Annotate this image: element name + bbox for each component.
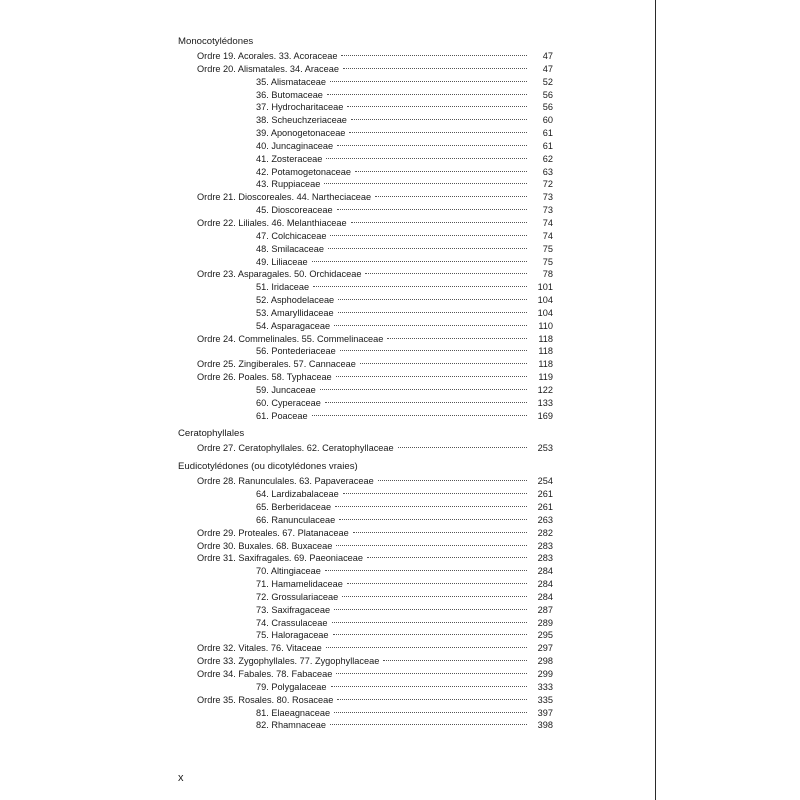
order-label: Ordre 35. Rosales. 80. Rosaceae [197,694,334,705]
page-ref: 61 [542,140,553,151]
section-heading: Ceratophyllales [178,428,245,440]
toc-entry [178,50,553,63]
toc-entry [178,140,553,153]
page-ref: 289 [537,617,553,628]
order-label: Ordre 29. Proteales. 67. Platanaceae [197,527,349,538]
family-label: 47. Colchicaceae [256,230,327,241]
page-ref: 133 [537,397,553,408]
family-label: 49. Liliaceae [256,256,308,267]
family-label: 64. Lardizabalaceae [256,489,339,500]
toc-entry [178,655,553,668]
toc-entry [178,397,553,410]
dot-leader [324,183,527,184]
family-label: 82. Rhamnaceae [256,720,326,731]
dot-leader [331,686,528,687]
page-ref: 261 [537,502,553,512]
dot-leader [325,402,527,403]
family-label: 43. Ruppiaceae [256,179,321,190]
page-ref: 284 [537,591,553,602]
order-label: Ordre 34. Fabales. 78. Fabaceae [197,668,333,679]
toc-entry [178,578,553,591]
dot-leader [326,647,527,648]
dot-leader [334,712,527,713]
toc-entry [178,243,553,256]
page-edge-divider [655,0,656,800]
dot-leader [337,145,527,146]
order-label: Ordre 23. Asparagales. 50. Orchidaceae [197,269,362,280]
dot-leader [330,724,527,725]
family-label: 56. Pontederiaceae [256,346,336,357]
toc-entry [178,501,553,514]
dot-leader [340,350,527,351]
dot-leader [336,376,527,377]
dot-leader [365,273,527,274]
page-ref: 61 [542,128,553,139]
dot-leader [327,94,527,95]
family-label: 35. Alismataceae [256,76,326,87]
toc-entry [178,256,553,269]
toc-entry [178,707,553,720]
toc-entry [178,76,553,89]
page-ref: 74 [542,217,553,228]
toc-entry [178,591,553,604]
family-label: 45. Dioscoreaceae [256,205,333,216]
page-ref: 60 [542,115,553,126]
page-ref: 263 [537,514,553,525]
toc-entry [178,230,553,243]
dot-leader [398,447,527,448]
family-label: 38. Scheuchzeriaceae [256,115,347,126]
family-label: 36. Butomaceae [256,89,323,100]
toc-entry [178,320,553,333]
toc-entry [178,488,553,501]
family-label: 65. Berberidaceae [256,502,332,512]
order-label: Ordre 33. Zygophyllales. 77. Zygophyllaceae [197,656,380,667]
dot-leader [312,261,527,262]
page-ref: 101 [537,282,553,293]
page-number: x [178,772,184,784]
toc-entry [178,89,553,102]
dot-leader [336,673,527,674]
toc-entry [178,281,553,294]
toc-entry [178,371,553,384]
dot-leader [347,583,527,584]
page-ref: 283 [537,553,553,564]
family-label: 60. Cyperaceae [256,397,321,408]
toc-entry [178,642,553,655]
page-ref: 122 [537,384,553,395]
table-of-contents [178,34,553,732]
page-ref: 169 [537,410,553,421]
page-ref: 62 [542,153,553,164]
order-label: Ordre 25. Zingiberales. 57. Cannaceae [197,359,356,370]
toc-entry [178,268,553,281]
dot-leader [367,557,527,558]
page-ref: 74 [542,230,553,241]
family-label: 39. Aponogetonaceae [256,128,346,139]
dot-leader [313,286,527,287]
toc-entry [178,384,553,397]
page-ref: 75 [542,256,553,267]
dot-leader [325,570,527,571]
page-ref: 52 [542,76,553,87]
page-ref: 297 [537,643,553,654]
dot-leader [332,622,528,623]
page-ref: 75 [542,243,553,254]
page-ref: 398 [537,720,553,731]
family-label: 53. Amaryllidaceae [256,307,334,318]
dot-leader [334,325,527,326]
family-label: 66. Ranunculaceae [256,514,336,525]
page-ref: 335 [537,694,553,705]
order-label: Ordre 27. Ceratophyllales. 62. Ceratophyllaceae [197,443,394,454]
page-ref: 299 [537,668,553,679]
toc-entry [178,178,553,191]
page-ref: 73 [542,192,553,203]
page-ref: 47 [542,51,553,61]
toc-entry [178,540,553,553]
page-ref: 397 [537,707,553,718]
dot-leader [336,545,527,546]
toc-entry [178,565,553,578]
dot-leader [387,338,527,339]
toc-entry [178,101,553,114]
page-ref: 284 [537,566,553,577]
family-label: 59. Juncaceae [256,384,316,395]
page-ref: 298 [537,656,553,667]
dot-leader [347,106,527,107]
toc-entry [178,552,553,565]
toc-entry [178,358,553,371]
family-label: 75. Haloragaceae [256,630,329,641]
dot-leader [360,363,527,364]
page-ref: 119 [538,372,553,383]
toc-entry [178,629,553,642]
page-ref: 253 [537,443,553,454]
dot-leader [338,312,527,313]
page-ref: 47 [542,63,553,74]
toc-entry [178,527,553,540]
order-label: Ordre 28. Ranunculales. 63. Papaveraceae [197,476,374,487]
page-ref: 284 [537,579,553,590]
toc-entry [178,345,553,358]
page-ref: 104 [537,307,553,318]
toc-entry [178,204,553,217]
order-label: Ordre 21. Dioscoreales. 44. Nartheciaceae [197,192,372,203]
page-ref: 78 [542,269,553,280]
dot-leader [334,609,527,610]
page-ref: 56 [542,102,553,113]
family-label: 74. Crassulaceae [256,617,328,628]
order-label: Ordre 32. Vitales. 76. Vitaceae [197,643,322,654]
family-label: 72. Grossulariaceae [256,591,339,602]
dot-leader [335,506,527,507]
page-ref: 118 [538,359,553,370]
dot-leader [320,389,527,390]
order-label: Ordre 31. Saxifragales. 69. Paeoniaceae [197,553,363,564]
toc-entry [178,681,553,694]
family-label: 79. Polygalaceae [256,681,327,692]
family-label: 73. Saxifragaceae [256,604,331,615]
toc-entry [178,694,553,707]
page-ref: 56 [542,89,553,100]
toc-entry [178,410,553,423]
page-ref: 73 [542,205,553,216]
toc-entry [178,719,553,732]
dot-leader [339,519,527,520]
family-label: 54. Asparagaceae [256,320,331,331]
dot-leader [333,634,527,635]
toc-entry [178,166,553,179]
toc-entry [178,127,553,140]
dot-leader [328,248,527,249]
toc-entry [178,514,553,527]
dot-leader [326,158,527,159]
family-label: 41. Zosteraceae [256,153,323,164]
family-label: 52. Asphodelaceae [256,295,335,306]
page-ref: 72 [542,179,553,190]
dot-leader [375,196,527,197]
dot-leader [351,119,527,120]
toc-entry [178,442,553,455]
dot-leader [338,299,527,300]
family-label: 81. Elaeagnaceae [256,707,331,718]
page-ref: 63 [542,166,553,177]
family-label: 71. Hamamelidaceae [256,579,343,590]
page-ref: 333 [537,681,553,692]
order-label: Ordre 26. Poales. 58. Typhaceae [197,372,332,383]
family-label: 51. Iridaceae [256,282,310,293]
dot-leader [330,81,527,82]
family-label: 70. Altingiaceae [256,566,321,577]
dot-leader [355,171,527,172]
toc-entry [178,153,553,166]
page-ref: 283 [537,540,553,551]
toc-entry [178,668,553,681]
dot-leader [349,132,527,133]
page-ref: 287 [537,604,553,615]
page-ref: 118 [538,333,553,344]
order-label: Ordre 24. Commelinales. 55. Commelinaceae [197,333,384,344]
dot-leader [353,532,527,533]
dot-leader [342,596,527,597]
toc-entry [178,294,553,307]
dot-leader [343,68,527,69]
page-ref: 261 [537,489,553,500]
family-label: 42. Potamogetonaceae [256,166,352,177]
dot-leader [337,209,527,210]
order-label: Ordre 20. Alismatales. 34. Araceae [197,63,339,74]
dot-leader [312,415,527,416]
dot-leader [343,493,527,494]
toc-entry [178,63,553,76]
toc-entry [178,617,553,630]
section-heading: Monocotylédones [178,36,254,47]
page-ref: 282 [537,527,553,538]
family-label: 48. Smilacaceae [256,243,324,254]
page-ref: 254 [537,476,553,487]
dot-leader [337,699,527,700]
dot-leader [378,480,527,481]
dot-leader [351,222,527,223]
dot-leader [383,660,527,661]
dot-leader [341,55,527,56]
page-ref: 110 [538,320,553,331]
dot-leader [330,235,527,236]
toc-entry [178,333,553,346]
toc-entry [178,217,553,230]
page-ref: 104 [537,295,553,306]
toc-entry [178,114,553,127]
page-ref: 295 [537,630,553,641]
family-label: 37. Hydrocharitaceae [256,102,344,113]
order-label: Ordre 22. Liliales. 46. Melanthiaceae [197,217,347,228]
order-label: Ordre 19. Acorales. 33. Acoraceae [197,51,338,61]
toc-entry [178,307,553,320]
section-heading: Eudicotylédones (ou dicotylédones vraies) [178,461,358,473]
order-label: Ordre 30. Buxales. 68. Buxaceae [197,540,333,551]
family-label: 40. Juncaginaceae [256,140,334,151]
toc-entry [178,475,553,488]
family-label: 61. Poaceae [256,410,308,421]
toc-entry [178,604,553,617]
page-ref: 118 [538,346,553,357]
toc-entry [178,191,553,204]
